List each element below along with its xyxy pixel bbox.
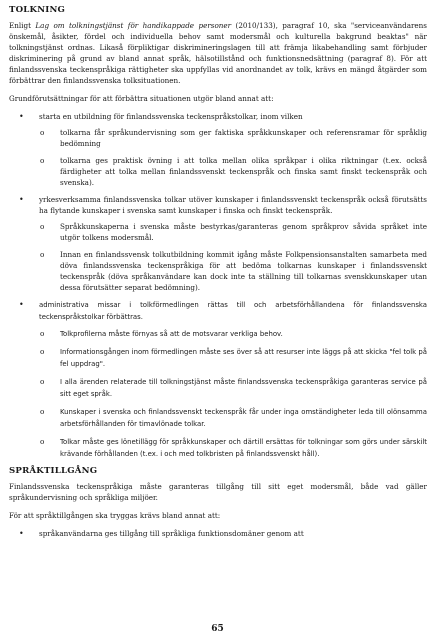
bullet-icon: • [19, 112, 24, 121]
circle-bullet-icon: o [40, 329, 45, 338]
spraktillgang-lead: För att språktillgången ska tryggas krävs bland annat att: [9, 511, 221, 520]
list-item-text: yrkesverksamma finlandssvenska tolkar utöver kunskaper i finlandssvenskt teckenspråk också förutsätts ha flytande kunskaper i svenska samt kunskaper i finska och finskt teckenspråk. [39, 195, 427, 215]
sub-list-item-text: Kunskaper i svenska och finlandssvenskt teckenspråk får under inga omständigheter leda till olönsamma arbetsförhållanden för timavlönade tolkar. [60, 408, 427, 428]
list-item-text: starta en utbildning för finlandssvenska teckenspråkstolkar, inom vilken [39, 112, 303, 121]
sub-list-item-text: Tolkar måste ges lönetillägg för språkkunskaper och därtill ersättas för tolkningar som görs under särskilt krävande förhållanden (t.ex. i och med tolkbristen på finlandssvenskt håll). [60, 438, 427, 458]
list-item-text: språkanvändarna ges tillgång till språkliga funktionsdomäner genom att [39, 529, 304, 538]
list-item [9, 111, 427, 188]
intro-pre: Enligt [9, 21, 36, 30]
bullet-icon: • [19, 300, 24, 309]
list-item-text: administrativa missar i tolkförmedlingen rättas till och arbetsförhållandena för finlandssvenska teckenspråkstolkar förbättras. [39, 301, 427, 321]
sub-list-item-text: Innan en finlandssvensk tolkutbildning kommit igång måste Folkpensionsanstalten samarbeta med döva finlandssvenska teckenspråkiga för att bedöma tolkarnas kunskaper i finlandssvenskt teckenspråk (döva språkanvändare kan dock inte ta ställning till tolkarnas svenskkunskaper utan dessa förutsätter separat bedömning). [60, 250, 427, 292]
sub-list-item-text: Informationsgången inom förmedlingen måste ses över så att resurser inte läggs på att skicka "fel tolk på fel uppdrag". [60, 348, 427, 368]
sub-list-item [39, 346, 427, 370]
lead-paragraph: Grundförutsättningar för att förbättra situationen utgör bland annat att: [9, 94, 274, 103]
circle-bullet-icon: o [40, 437, 45, 446]
sub-list-item-text: Tolkprofilerna måste förnyas så att de motsvarar verkliga behov. [60, 330, 283, 338]
bullet-icon: • [19, 195, 24, 204]
law-title: Lag om tolkningstjänst för handikappade personer [35, 21, 232, 30]
bullet-list-spraktillgang [9, 528, 427, 539]
sub-list-item [39, 155, 427, 188]
section-heading-spraktillgang: SPRÅKTILLGÅNG [9, 466, 98, 476]
circle-bullet-icon: o [40, 250, 45, 259]
intro-paragraph [9, 20, 427, 86]
intro-post: (2010/133), paragraf 10, ska "serviceanvändarens önskemål, åsikter, fördel och individuella behov samt modersmål och kulturella bakgrund beaktas" när tolkningstjänst ordnas. Likaså förpliktigar diskrimineringslagen till att främja likabehandling samt förbjuder diskriminering på grund av bland annat språk, hälsotillstånd och funktionsnedsättning (paragraf 8). För att finlandssvenska teckenspråkiga rättigheter ska uppfyllas vid anordnandet av tolk, krävs en mängd åtgärder som förbättrar den finlandssvenska tolksituationen. [9, 21, 427, 85]
list-item [9, 528, 427, 539]
sub-list-item-text: Språkkunskaperna i svenska måste bestyrkas/garanteras genom språkprov såvida språket inte utgör tolkens modersmål. [60, 222, 427, 242]
sub-list-item [39, 221, 427, 243]
sub-list-item [39, 127, 427, 149]
sub-list-item [39, 406, 427, 430]
page-number: 65 [211, 624, 224, 634]
bullet-list-requirements [9, 111, 427, 460]
circle-bullet-icon: o [40, 347, 45, 356]
circle-bullet-icon: o [40, 407, 45, 416]
list-item [9, 299, 427, 460]
sub-list-item [39, 328, 427, 340]
section-heading-tolkning: TOLKNING [9, 5, 66, 15]
sub-list-item-text: tolkarna ges praktisk övning i att tolka mellan olika språkpar i olika riktningar (t.ex. också färdigheter att tolka mellan finlandssvenskt teckenspråk och finska samt finskt teckenspråk och svenska). [60, 156, 427, 187]
sub-list-item-text: tolkarna får språkundervisning som ger faktiska språkkunskaper och referensramar för språklig bedömning [60, 128, 427, 148]
circle-bullet-icon: o [40, 377, 45, 386]
sub-list [39, 328, 427, 460]
bullet-icon: • [19, 529, 24, 538]
list-item [9, 194, 427, 293]
sub-list [39, 127, 427, 188]
sub-list-item [39, 376, 427, 400]
spraktillgang-intro: Finlandssvenska teckenspråkiga måste garanteras tillgång till sitt eget modersmål, både vad gäller språkundervisning och språkliga miljöer. [9, 482, 427, 502]
sub-list-item [39, 436, 427, 460]
sub-list-item [39, 249, 427, 293]
sub-list [39, 221, 427, 293]
sub-list-item-text: I alla ärenden relaterade till tolkningstjänst måste finlandssvenska teckenspråkiga garanteras service på sitt eget språk. [60, 378, 427, 398]
circle-bullet-icon: o [40, 222, 45, 231]
circle-bullet-icon: o [40, 156, 45, 165]
circle-bullet-icon: o [40, 128, 45, 137]
